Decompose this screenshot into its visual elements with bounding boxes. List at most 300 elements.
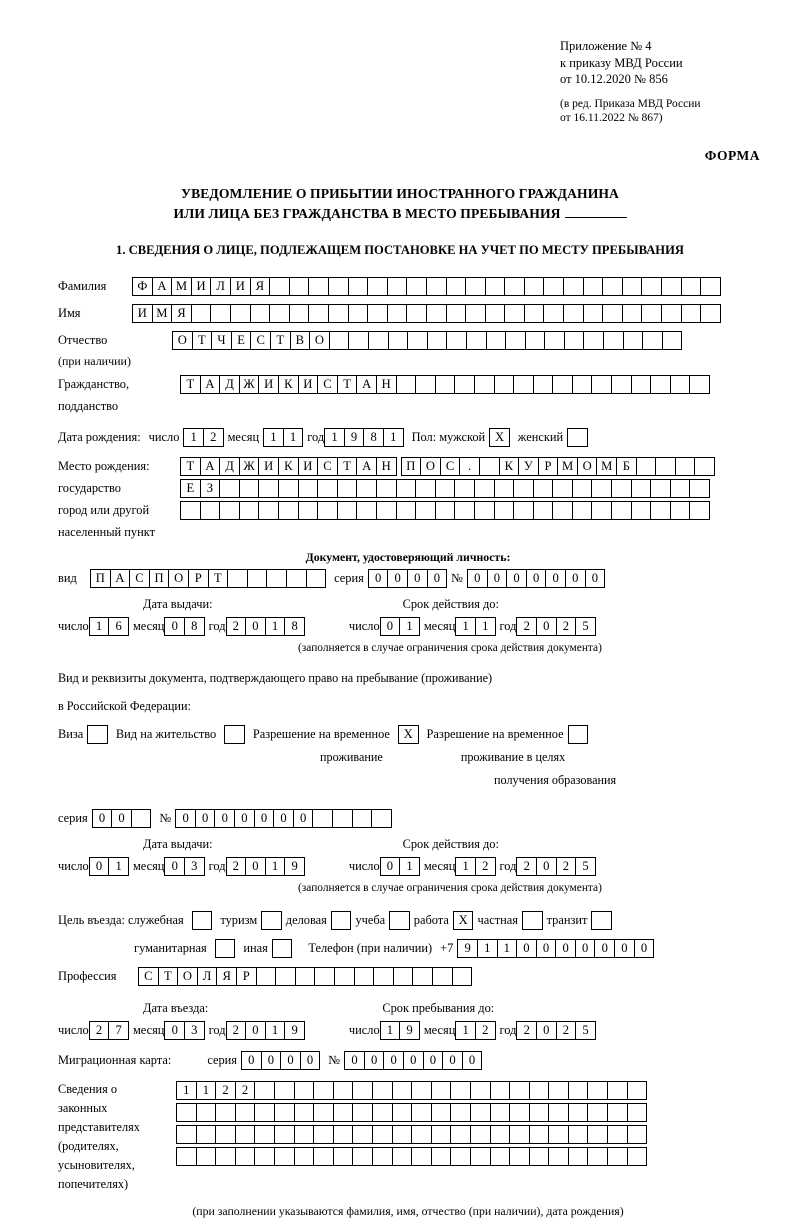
form-cell[interactable] [552, 479, 573, 498]
form-cell[interactable] [432, 967, 453, 986]
form-cell[interactable] [333, 1125, 354, 1144]
form-cell[interactable] [572, 375, 593, 394]
form-cell[interactable] [333, 1081, 354, 1100]
form-cell[interactable]: 5 [575, 1021, 596, 1040]
form-cell[interactable] [256, 967, 277, 986]
stay-month-cells[interactable] [455, 1021, 495, 1040]
form-cell[interactable]: 1 [176, 1081, 197, 1100]
form-cell[interactable] [431, 1125, 452, 1144]
form-cell[interactable] [224, 725, 245, 744]
form-cell[interactable]: 5 [575, 857, 596, 876]
form-cell[interactable] [552, 501, 573, 520]
form-cell[interactable]: 0 [555, 939, 576, 958]
doc-issue-month-cells[interactable] [164, 617, 204, 636]
form-cell[interactable]: У [518, 457, 539, 476]
form-cell[interactable] [627, 1103, 648, 1122]
form-cell[interactable]: 0 [614, 939, 635, 958]
form-cell[interactable]: 2 [89, 1021, 110, 1040]
form-cell[interactable] [505, 331, 526, 350]
form-cell[interactable]: 0 [516, 939, 537, 958]
form-cell[interactable]: 1 [183, 428, 204, 447]
purpose-other-box[interactable] [272, 939, 293, 958]
form-cell[interactable] [334, 967, 355, 986]
form-cell[interactable] [689, 501, 710, 520]
form-cell[interactable] [602, 304, 623, 323]
form-cell[interactable] [393, 967, 414, 986]
form-cell[interactable] [568, 1081, 589, 1100]
form-cell[interactable] [210, 304, 231, 323]
form-cell[interactable] [450, 1103, 471, 1122]
form-cell[interactable]: 0 [89, 857, 110, 876]
sex-female-box[interactable] [567, 428, 588, 447]
form-cell[interactable] [333, 1103, 354, 1122]
form-cell[interactable]: О [309, 331, 330, 350]
form-cell[interactable]: С [250, 331, 271, 350]
form-cell[interactable] [306, 569, 327, 588]
form-cell[interactable]: 2 [475, 1021, 496, 1040]
form-cell[interactable] [548, 1103, 569, 1122]
form-cell[interactable] [452, 967, 473, 986]
form-cell[interactable] [494, 501, 515, 520]
form-cell[interactable] [642, 331, 663, 350]
form-cell[interactable] [670, 479, 691, 498]
form-cell[interactable] [337, 479, 358, 498]
form-cell[interactable] [368, 331, 389, 350]
form-cell[interactable] [587, 1103, 608, 1122]
form-cell[interactable]: 0 [164, 617, 185, 636]
form-cell[interactable]: 0 [164, 1021, 185, 1040]
form-cell[interactable]: 2 [215, 1081, 236, 1100]
form-cell[interactable]: И [298, 375, 319, 394]
form-cell[interactable] [474, 479, 495, 498]
form-cell[interactable]: 9 [399, 1021, 420, 1040]
phone-cells[interactable] [457, 939, 654, 958]
form-cell[interactable] [661, 304, 682, 323]
form-cell[interactable]: Л [197, 967, 218, 986]
form-cell[interactable]: Т [337, 457, 358, 476]
form-cell[interactable]: М [171, 277, 192, 296]
form-cell[interactable]: 0 [462, 1051, 483, 1070]
form-cell[interactable]: 1 [263, 428, 284, 447]
form-cell[interactable] [215, 1103, 236, 1122]
form-cell[interactable] [465, 277, 486, 296]
form-cell[interactable]: 0 [545, 569, 566, 588]
form-cell[interactable] [446, 277, 467, 296]
form-cell[interactable] [583, 331, 604, 350]
form-cell[interactable] [239, 501, 260, 520]
form-cell[interactable] [435, 479, 456, 498]
form-cell[interactable]: К [278, 375, 299, 394]
form-cell[interactable]: Р [538, 457, 559, 476]
form-cell[interactable] [513, 375, 534, 394]
form-cell[interactable] [294, 1081, 315, 1100]
form-cell[interactable]: Т [270, 331, 291, 350]
form-cell[interactable]: 0 [245, 617, 266, 636]
form-cell[interactable] [446, 304, 467, 323]
form-cell[interactable]: 0 [92, 809, 113, 828]
birth-city-row2-cells[interactable] [180, 479, 710, 498]
form-cell[interactable] [563, 304, 584, 323]
form-cell[interactable]: О [172, 331, 193, 350]
form-cell[interactable] [227, 569, 248, 588]
form-cell[interactable] [289, 304, 310, 323]
perm-issue-day-cells[interactable] [89, 857, 129, 876]
form-cell[interactable]: П [401, 457, 422, 476]
form-cell[interactable] [602, 277, 623, 296]
form-cell[interactable] [522, 911, 543, 930]
form-cell[interactable] [603, 331, 624, 350]
form-cell[interactable]: 0 [245, 1021, 266, 1040]
form-cell[interactable] [650, 375, 671, 394]
form-cell[interactable] [313, 1081, 334, 1100]
form-cell[interactable]: И [230, 277, 251, 296]
form-cell[interactable]: 0 [387, 569, 408, 588]
form-cell[interactable] [371, 809, 392, 828]
form-cell[interactable]: 0 [407, 569, 428, 588]
purpose-study-box[interactable] [389, 911, 410, 930]
form-cell[interactable]: 1 [475, 617, 496, 636]
form-cell[interactable] [269, 277, 290, 296]
form-cell[interactable]: Д [219, 457, 240, 476]
form-cell[interactable]: М [557, 457, 578, 476]
form-cell[interactable]: 1 [89, 617, 110, 636]
form-cell[interactable] [348, 304, 369, 323]
form-cell[interactable] [567, 428, 588, 447]
form-cell[interactable]: 9 [284, 1021, 305, 1040]
form-cell[interactable]: 0 [241, 1051, 262, 1070]
form-cell[interactable] [372, 1081, 393, 1100]
form-cell[interactable] [411, 1125, 432, 1144]
form-cell[interactable]: А [200, 457, 221, 476]
form-cell[interactable] [529, 1103, 550, 1122]
form-cell[interactable] [278, 479, 299, 498]
form-cell[interactable] [591, 375, 612, 394]
form-cell[interactable]: 2 [226, 857, 247, 876]
form-cell[interactable]: 0 [565, 569, 586, 588]
form-cell[interactable]: 1 [324, 428, 345, 447]
doc-series-cells[interactable] [368, 569, 447, 588]
form-cell[interactable]: Ч [211, 331, 232, 350]
form-cell[interactable]: О [177, 967, 198, 986]
stay-day-cells[interactable] [380, 1021, 420, 1040]
form-cell[interactable] [689, 375, 710, 394]
form-cell[interactable] [670, 375, 691, 394]
doc-kind-cells[interactable] [90, 569, 326, 588]
doc-number-cells[interactable] [467, 569, 605, 588]
form-cell[interactable]: 3 [184, 1021, 205, 1040]
form-cell[interactable] [219, 479, 240, 498]
form-cell[interactable]: Н [376, 375, 397, 394]
form-cell[interactable]: 0 [175, 809, 196, 828]
form-cell[interactable] [662, 331, 683, 350]
form-cell[interactable] [415, 375, 436, 394]
form-cell[interactable]: 0 [300, 1051, 321, 1070]
form-cell[interactable] [392, 1081, 413, 1100]
citizenship-cells[interactable] [180, 375, 710, 394]
form-cell[interactable]: Т [192, 331, 213, 350]
form-cell[interactable] [650, 479, 671, 498]
form-cell[interactable] [396, 501, 417, 520]
form-cell[interactable] [627, 1081, 648, 1100]
form-cell[interactable] [513, 501, 534, 520]
form-cell[interactable] [254, 1125, 275, 1144]
form-cell[interactable]: 5 [575, 617, 596, 636]
form-cell[interactable] [454, 375, 475, 394]
form-cell[interactable]: 1 [455, 1021, 476, 1040]
purpose-private-box[interactable] [522, 911, 543, 930]
profession-cells[interactable] [138, 967, 472, 986]
form-cell[interactable] [450, 1125, 471, 1144]
form-cell[interactable] [622, 277, 643, 296]
form-cell[interactable] [354, 967, 375, 986]
perm-issue-month-cells[interactable] [164, 857, 204, 876]
form-cell[interactable] [552, 375, 573, 394]
form-cell[interactable] [504, 304, 525, 323]
form-cell[interactable]: 2 [475, 857, 496, 876]
form-cell[interactable]: 2 [235, 1081, 256, 1100]
form-cell[interactable]: А [356, 375, 377, 394]
form-cell[interactable] [533, 501, 554, 520]
form-cell[interactable]: 0 [368, 569, 389, 588]
form-cell[interactable] [356, 479, 377, 498]
form-cell[interactable] [191, 304, 212, 323]
form-cell[interactable]: 0 [594, 939, 615, 958]
form-cell[interactable] [389, 911, 410, 930]
form-cell[interactable]: 0 [423, 1051, 444, 1070]
form-cell[interactable] [275, 967, 296, 986]
form-cell[interactable] [407, 331, 428, 350]
mk-number-cells[interactable] [344, 1051, 482, 1070]
form-cell[interactable] [372, 1125, 393, 1144]
form-cell[interactable]: 1 [455, 857, 476, 876]
form-cell[interactable] [611, 501, 632, 520]
birth-month-cells[interactable] [263, 428, 303, 447]
form-cell[interactable] [572, 479, 593, 498]
form-cell[interactable] [700, 277, 721, 296]
form-cell[interactable]: 0 [380, 617, 401, 636]
form-cell[interactable]: 0 [261, 1051, 282, 1070]
form-cell[interactable] [317, 479, 338, 498]
form-cell[interactable]: Л [210, 277, 231, 296]
form-cell[interactable]: Т [158, 967, 179, 986]
form-cell[interactable] [180, 501, 201, 520]
form-cell[interactable]: 0 [403, 1051, 424, 1070]
form-cell[interactable]: Н [376, 457, 397, 476]
form-cell[interactable] [587, 1081, 608, 1100]
form-cell[interactable]: 2 [226, 1021, 247, 1040]
form-cell[interactable]: И [132, 304, 153, 323]
form-cell[interactable] [568, 1103, 589, 1122]
form-cell[interactable] [254, 1103, 275, 1122]
form-cell[interactable]: А [356, 457, 377, 476]
purpose-tourism-box[interactable] [261, 911, 282, 930]
form-cell[interactable] [215, 1125, 236, 1144]
form-cell[interactable] [563, 277, 584, 296]
form-cell[interactable] [406, 304, 427, 323]
form-cell[interactable] [636, 457, 657, 476]
form-cell[interactable] [543, 304, 564, 323]
form-cell[interactable] [87, 725, 108, 744]
form-cell[interactable]: Т [180, 375, 201, 394]
form-cell[interactable]: С [138, 967, 159, 986]
form-cell[interactable] [435, 501, 456, 520]
form-cell[interactable]: 1 [383, 428, 404, 447]
form-cell[interactable] [454, 479, 475, 498]
form-cell[interactable] [470, 1103, 491, 1122]
form-cell[interactable]: 2 [203, 428, 224, 447]
form-cell[interactable]: М [152, 304, 173, 323]
form-cell[interactable]: Я [250, 277, 271, 296]
form-cell[interactable]: 0 [536, 617, 557, 636]
form-cell[interactable] [583, 304, 604, 323]
form-cell[interactable] [607, 1081, 628, 1100]
form-cell[interactable]: О [420, 457, 441, 476]
perm-valid-day-cells[interactable] [380, 857, 420, 876]
form-cell[interactable] [294, 1125, 315, 1144]
form-cell[interactable] [490, 1103, 511, 1122]
form-cell[interactable] [466, 331, 487, 350]
name-cells[interactable] [132, 304, 721, 323]
form-cell[interactable] [412, 967, 433, 986]
form-cell[interactable] [446, 331, 467, 350]
perm-valid-year-cells[interactable] [516, 857, 595, 876]
perm-valid-month-cells[interactable] [455, 857, 495, 876]
form-cell[interactable]: Р [188, 569, 209, 588]
form-cell[interactable] [525, 331, 546, 350]
form-cell[interactable] [607, 1103, 628, 1122]
temp-residence-box[interactable] [398, 725, 419, 744]
form-cell[interactable]: X [398, 725, 419, 744]
legal-row-3-cells[interactable] [176, 1125, 647, 1144]
form-cell[interactable] [235, 1103, 256, 1122]
birth-day-cells[interactable] [183, 428, 223, 447]
form-cell[interactable] [331, 911, 352, 930]
purpose-business-box[interactable] [331, 911, 352, 930]
form-cell[interactable]: 0 [487, 569, 508, 588]
birth-state-cells[interactable] [180, 457, 397, 476]
form-cell[interactable]: С [440, 457, 461, 476]
doc-issue-day-cells[interactable] [89, 617, 129, 636]
form-cell[interactable] [308, 277, 329, 296]
form-cell[interactable]: 1 [283, 428, 304, 447]
form-cell[interactable] [176, 1125, 197, 1144]
form-cell[interactable]: Е [180, 479, 201, 498]
sex-male-box[interactable] [489, 428, 510, 447]
form-cell[interactable] [474, 375, 495, 394]
form-cell[interactable]: 0 [467, 569, 488, 588]
form-cell[interactable]: 8 [363, 428, 384, 447]
doc-valid-year-cells[interactable] [516, 617, 595, 636]
form-cell[interactable] [485, 277, 506, 296]
form-cell[interactable]: К [278, 457, 299, 476]
perm-series-cells[interactable] [92, 809, 152, 828]
form-cell[interactable]: 9 [457, 939, 478, 958]
form-cell[interactable] [631, 375, 652, 394]
form-cell[interactable] [313, 1125, 334, 1144]
form-cell[interactable] [352, 1103, 373, 1122]
form-cell[interactable] [694, 457, 715, 476]
form-cell[interactable] [269, 304, 290, 323]
form-cell[interactable]: 1 [497, 939, 518, 958]
form-cell[interactable] [230, 304, 251, 323]
form-cell[interactable] [689, 479, 710, 498]
form-cell[interactable] [591, 501, 612, 520]
form-cell[interactable]: 0 [506, 569, 527, 588]
form-cell[interactable]: А [110, 569, 131, 588]
form-cell[interactable] [332, 809, 353, 828]
form-cell[interactable] [235, 1125, 256, 1144]
form-cell[interactable]: 2 [226, 617, 247, 636]
form-cell[interactable] [509, 1103, 530, 1122]
form-cell[interactable]: 0 [380, 857, 401, 876]
form-cell[interactable] [509, 1125, 530, 1144]
residence-box[interactable] [224, 725, 245, 744]
form-cell[interactable] [568, 1125, 589, 1144]
doc-valid-day-cells[interactable] [380, 617, 420, 636]
form-cell[interactable] [435, 375, 456, 394]
form-cell[interactable] [298, 479, 319, 498]
form-cell[interactable]: С [317, 457, 338, 476]
edu-residence-box[interactable] [568, 725, 589, 744]
form-cell[interactable]: 2 [556, 857, 577, 876]
form-cell[interactable] [504, 277, 525, 296]
form-cell[interactable] [250, 304, 271, 323]
form-cell[interactable]: 0 [273, 809, 294, 828]
form-cell[interactable] [215, 939, 236, 958]
form-cell[interactable] [548, 1125, 569, 1144]
patronymic-cells[interactable] [172, 331, 682, 350]
form-cell[interactable]: 2 [556, 1021, 577, 1040]
form-cell[interactable]: К [499, 457, 520, 476]
form-cell[interactable] [352, 1125, 373, 1144]
form-cell[interactable] [572, 501, 593, 520]
form-cell[interactable] [352, 1081, 373, 1100]
form-cell[interactable] [564, 331, 585, 350]
visa-box[interactable] [87, 725, 108, 744]
form-cell[interactable] [261, 911, 282, 930]
form-cell[interactable] [258, 479, 279, 498]
form-cell[interactable]: Я [171, 304, 192, 323]
form-cell[interactable] [387, 304, 408, 323]
form-cell[interactable] [274, 1103, 295, 1122]
form-cell[interactable] [611, 479, 632, 498]
form-cell[interactable] [278, 501, 299, 520]
form-cell[interactable] [655, 457, 676, 476]
form-cell[interactable] [266, 569, 287, 588]
legal-row-2-cells[interactable] [176, 1103, 647, 1122]
form-cell[interactable] [411, 1103, 432, 1122]
form-cell[interactable]: 1 [455, 617, 476, 636]
form-cell[interactable] [623, 331, 644, 350]
form-cell[interactable]: 2 [516, 857, 537, 876]
form-cell[interactable] [490, 1081, 511, 1100]
form-cell[interactable]: Т [208, 569, 229, 588]
purpose-transit-box[interactable] [591, 911, 612, 930]
form-cell[interactable] [274, 1081, 295, 1100]
form-cell[interactable]: О [168, 569, 189, 588]
form-cell[interactable]: X [453, 911, 474, 930]
form-cell[interactable] [274, 1125, 295, 1144]
form-cell[interactable]: Е [231, 331, 252, 350]
form-cell[interactable] [607, 1125, 628, 1144]
form-cell[interactable] [314, 967, 335, 986]
form-cell[interactable] [641, 304, 662, 323]
form-cell[interactable] [373, 967, 394, 986]
birth-city-row1-cells[interactable] [401, 457, 716, 476]
form-cell[interactable]: . [459, 457, 480, 476]
form-cell[interactable]: Б [616, 457, 637, 476]
form-cell[interactable] [348, 277, 369, 296]
